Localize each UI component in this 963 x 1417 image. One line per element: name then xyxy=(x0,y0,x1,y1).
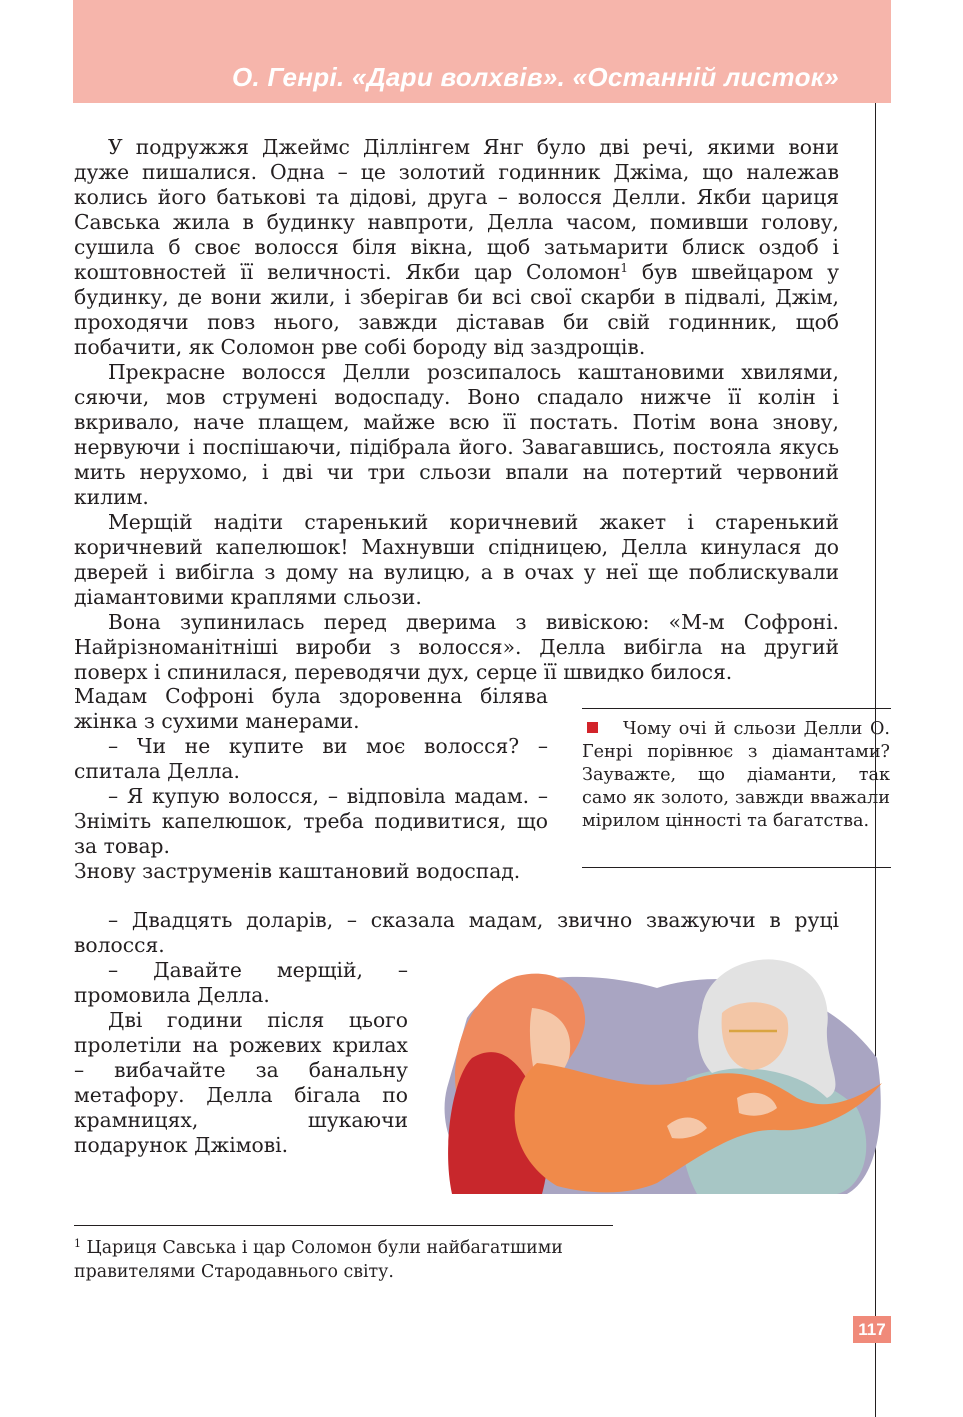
footnote-ref: 1 xyxy=(620,261,629,275)
paragraph-10: – Давайте мерщій, – промовила Делла. xyxy=(74,958,408,1007)
footnote-marker: 1 xyxy=(74,1237,81,1250)
paragraph-1-part-b: був швейцаром у будинку, де вони жили, і зберігав би всі свої скарби в підвалі, Джім, проходячи повз нього, завжди діставав би свій годинник, щоб побачити, як Соломон рве собі бороду від заздрощів. xyxy=(74,260,839,359)
header-band xyxy=(73,0,891,103)
sidebar-question xyxy=(582,718,890,833)
footnote-text: Цариця Савська і цар Соломон були найбагатшими правителями Стародавнього світу. xyxy=(74,1238,563,1282)
illustration-della-and-madame xyxy=(437,948,887,1196)
sidebar-bottom-rule xyxy=(582,867,891,868)
paragraph-1-part-a: У подружжя Джеймс Діллінгем Янг було дві речі, якими вони дуже пишалися. Одна – це золотий годинник Джіма, що належав колись його батькові та дідові, друга – волосся Делли. Якби цариця Савська жила в будинку навпроти, Делла часом, помивши голову, сушила б своє волосся біля вікна, щоб затьмарити блиск оздоб і коштовностей її величності. Якби цар Соломон xyxy=(74,135,839,284)
paragraph-7: – Я купую волосся, – відповіла мадам. – Зніміть капелюшок, треба подивитися, що за товар. xyxy=(74,784,548,858)
paragraph-11: Дві години після цього пролетіли на рожевих крилах – вибачайте за банальну метафору. Делла бігала по крамницях, шукаючи подарунок Джімові. xyxy=(74,1008,408,1157)
sidebar-question-text: Чому очі й сльози Делли О. Генрі порівнює з діамантами? Зауважте, що діаманти, так само як золото, завжди вважали мірилом цінності та багатства. xyxy=(582,719,890,831)
main-text-block xyxy=(74,135,839,685)
paragraph-9: – Двадцять доларів, – сказала мадам, звично зважуючи в руці волосся. xyxy=(74,908,839,957)
footnote xyxy=(74,1236,634,1284)
paragraph-1 xyxy=(74,135,839,360)
paragraph-6: – Чи не купите ви моє волосся? – спитала Делла. xyxy=(74,734,548,783)
sidebar-top-rule xyxy=(582,708,891,709)
paragraph-3: Мерщій надіти старенький коричневий жакет і старенький коричневий капелюшок! Махнувши спідницею, Делла кинулася до дверей і вибігла з дому на вулицю, а в очах у неї ще поблискували діамантовими краплями сльози. xyxy=(74,510,839,609)
footnote-rule xyxy=(74,1225,613,1226)
paragraph-4: Вона зупинилась перед дверима з вивіскою: «М-м Софроні. Найрізноманітніші вироби з волосся». Делла вибігла на другий поверх і спинилася, переводячи дух, серце її швидко билося. xyxy=(74,610,839,684)
left-column-text xyxy=(74,684,548,884)
page-header-title: О. Генрі. «Дари волхвів». «Останній листок» xyxy=(231,62,839,92)
page-number: 117 xyxy=(853,1316,891,1343)
bullet-square-icon xyxy=(587,722,598,733)
paragraph-5: Мадам Софроні була здоровенна білява жінка з сухими манерами. xyxy=(74,684,548,733)
paragraph-8: Знову заструменів каштановий водоспад. xyxy=(74,859,521,883)
paragraph-2: Прекрасне волосся Делли розсипалось каштановими хвилями, сяючи, мов струмені водоспаду. Воно спадало нижче її колін і вкривало, наче плащем, майже всю її постать. Потім вона знову, нервуючи і поспішаючи, підібрала його. Завагавшись, постояла якусь мить нерухомо, і дві чи три сльози впали на потертий червоний килим. xyxy=(74,360,839,509)
short-column-text xyxy=(74,958,408,1158)
